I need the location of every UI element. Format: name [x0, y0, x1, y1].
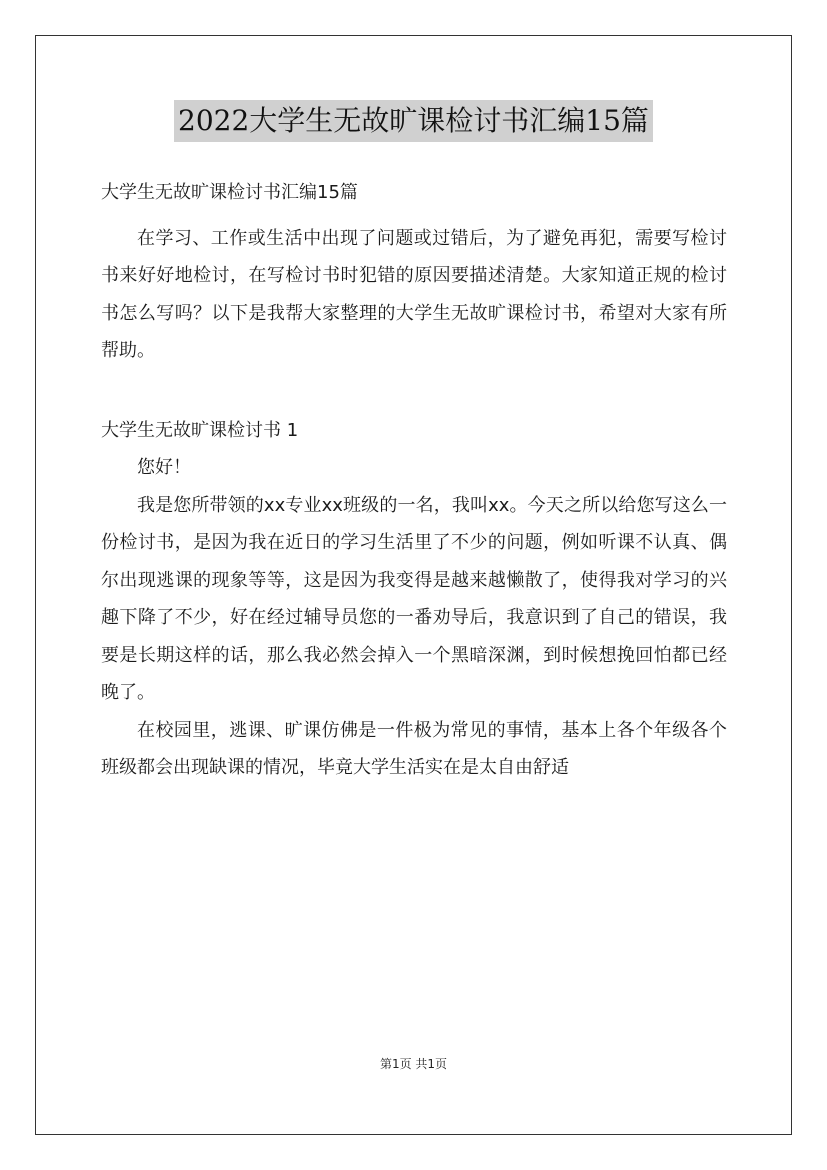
- body-paragraph: 在校园里，逃课、旷课仿佛是一件极为常见的事情，基本上各个年级各个班级都会出现缺课的情况，毕竟大学生活实在是太自由舒适: [101, 719, 727, 778]
- title-container: [0, 100, 827, 142]
- body-paragraph: 我是您所带领的xx专业xx班级的一名，我叫xx。今天之所以给您写这么一份检讨书，是因为我在近日的学习生活里了不少的问题，例如听课不认真、偶尔出现逃课的现象等等，这是因为我变得是越来越懒散了，使得我对学习的兴趣下降了不少，好在经过辅导员您的一番劝导后，我意识到了自己的错误，我要是长期这样的话，那么我必然会掉入一个黑暗深渊，到时候想挽回怕都已经晚了。: [101, 494, 727, 703]
- document-title: 2022大学生无故旷课检讨书汇编15篇: [174, 100, 653, 142]
- greeting: 您好！: [137, 457, 191, 478]
- section-heading: 大学生无故旷课检讨书 1: [101, 419, 299, 441]
- page-footer: 第1页 共1页: [379, 1057, 448, 1071]
- document-body: [101, 174, 727, 787]
- intro-paragraph: 在学习、工作或生活中出现了问题或过错后，为了避免再犯，需要写检讨书来好好地检讨，在写检讨书时犯错的原因要描述清楚。大家知道正规的检讨书怎么写吗？以下是我帮大家整理的大学生无故旷课检讨书，希望对大家有所帮助。: [101, 227, 727, 361]
- document-subtitle: 大学生无故旷课检讨书汇编15篇: [101, 182, 358, 203]
